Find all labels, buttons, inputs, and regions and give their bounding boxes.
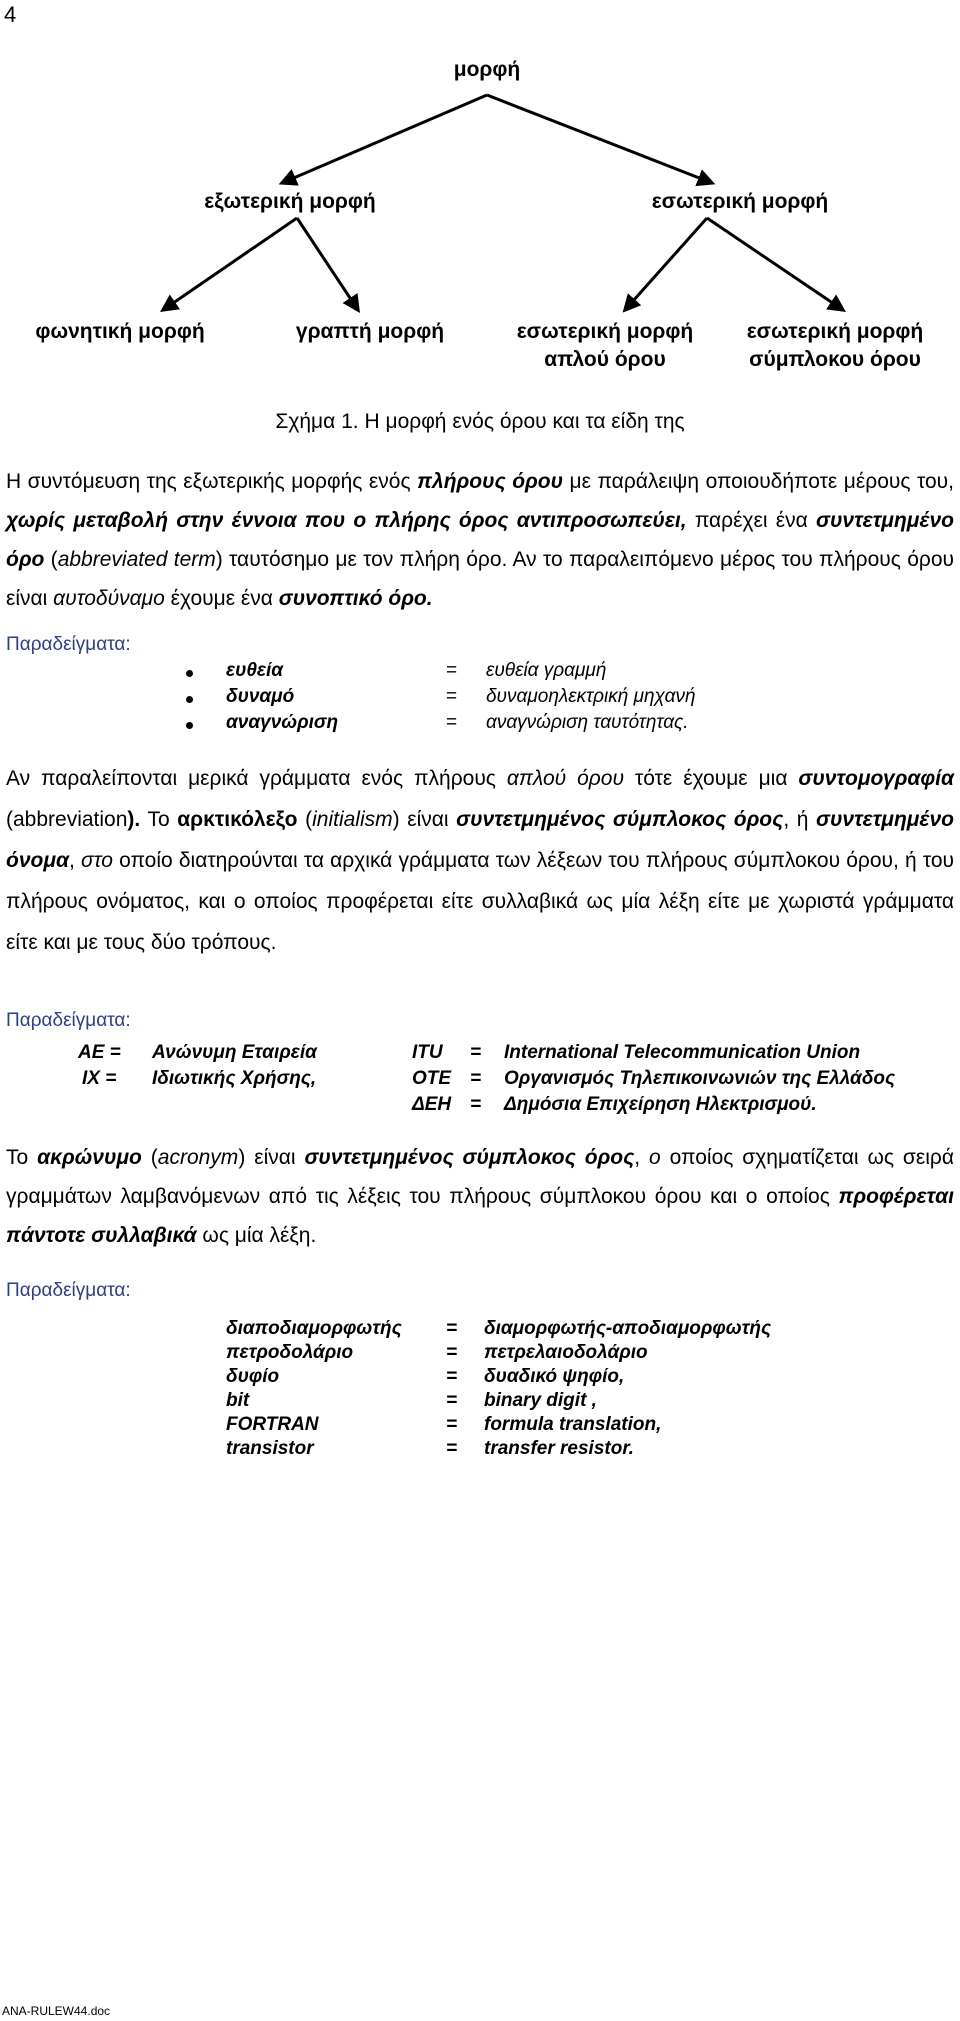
arrow-right-leaf4 [707,218,843,310]
tree-leaf-simple-line2: απλού όρου [544,348,666,371]
bullet-icon [186,670,193,677]
arrow-right-leaf3 [625,218,707,310]
page-number: 4 [4,2,17,27]
bullet-icon [186,696,193,703]
tree-leaf-compound [730,318,940,374]
arrow-left-leaf1 [163,218,297,310]
tree-leaf-simple [500,318,710,374]
examples-label-2: Παραδείγματα: [6,1010,131,1031]
tree-root: μορφή [453,58,521,81]
paragraph-abbreviation-initialism: Αν παραλείπονται μερικά γράμματα ενός πλήρους απλού όρου τότε έχουμε μια συντομογραφία (abbreviation). Το αρκτικόλεξο (initialism) είναι συντετμημένος σύμπλοκος όρος, ή συντετμημένο όνομα, στο οποίο διατηρούνται τα αρχικά γράμματα των λέξεων του πλήρους σύμπλοκου όρου, ή του πλήρους ονόματος, και ο οποίος προφέρεται είτε συλλαβικά ως μία λέξη είτε με χωριστά γράμματα είτε και με τους δύο τρόπους. [6,767,955,954]
tree-leaf-compound-line2: σύμπλοκου όρου [749,348,921,371]
arrow-left-leaf2 [297,218,358,310]
tree-leaf-phonetic: φωνητική μορφή [35,320,205,343]
tree-node-internal: εσωτερική μορφή [651,190,829,213]
tree-leaf-simple-line1: εσωτερική μορφή [516,320,694,343]
arrow-root-right [487,95,712,183]
tree-node-external: εξωτερική μορφή [204,190,376,213]
tree-leaf-compound-line1: εσωτερική μορφή [746,320,924,343]
paragraph-abbreviated-term: Η συντόμευση της εξωτερικής μορφής ενός πλήρους όρου με παράλειψη οποιουδήποτε μέρους του, χωρίς μεταβολή στην έννοια που ο πλήρης όρος αντιπροσωπεύει, παρέχει ένα συντετμημένο όρο (abbreviated term) ταυτόσημο με τον πλήρη όρο. Αν το παραλειπόμενο μέρος του πλήρους όρου είναι αυτοδύναμο έχουμε ένα συνοπτικό όρο. [6,470,955,610]
examples-label-1: Παραδείγματα: [6,634,131,655]
bullet-icon [186,722,193,729]
figure-caption: Σχήμα 1. Η μορφή ενός όρου και τα είδη της [275,410,685,433]
paragraph-acronym: Το ακρώνυμο (acronym) είναι συντετμημένος σύμπλοκος όρος, ο οποίος σχηματίζεται ως σειρά γραμμάτων λαμβανόμενων από τις λέξεις του πλήρους σύμπλοκου όρου και ο οποίος προφέρεται πάντοτε συλλαβικά ως μία λέξη. [6,1146,955,1247]
examples-label-3: Παραδείγματα: [6,1280,131,1301]
footer-filename: ANA-RULEW44.doc [2,2004,111,2018]
arrow-root-left [282,95,487,183]
form-tree-diagram [0,0,960,420]
tree-leaf-written: γραπτή μορφή [295,320,445,343]
